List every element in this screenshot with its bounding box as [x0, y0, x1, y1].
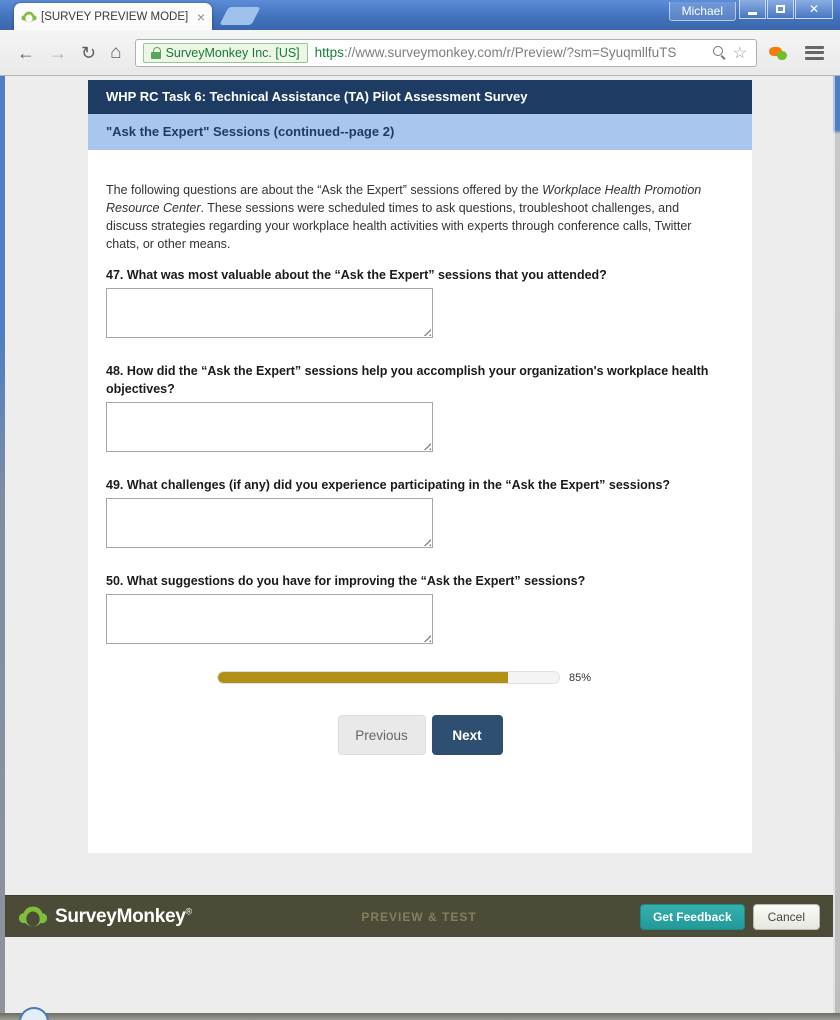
intro-text-italic: Workplace Health Promotion Resource Center — [106, 183, 702, 215]
get-feedback-button[interactable]: Get Feedback — [640, 904, 745, 930]
window-border-right — [833, 76, 840, 1020]
progress-fill — [218, 672, 508, 683]
menu-button[interactable] — [805, 43, 824, 62]
progress-row — [106, 671, 734, 684]
survey-body — [88, 181, 752, 755]
page-viewport — [0, 76, 840, 1020]
titlebar — [0, 0, 840, 30]
close-button[interactable] — [795, 0, 833, 19]
progress-bar — [217, 671, 560, 684]
close-icon: ✕ — [808, 2, 820, 16]
preview-footer — [5, 895, 833, 937]
minimize-button[interactable] — [739, 0, 766, 19]
survey-section-title: "Ask the Expert" Sessions (continued--page 2) — [88, 114, 752, 150]
answer-field-wrap — [106, 288, 433, 338]
tab-close-icon[interactable]: × — [196, 8, 205, 25]
url-text — [315, 45, 707, 60]
surveymonkey-logo[interactable] — [18, 904, 192, 929]
bookmark-star-icon[interactable]: ☆ — [732, 44, 747, 62]
tab-title: [SURVEY PREVIEW MODE] — [41, 10, 189, 23]
question-block — [106, 572, 734, 644]
window-controls — [738, 0, 833, 19]
answer-field-wrap — [106, 402, 433, 452]
brand-name: SurveyMonkey® — [55, 905, 192, 927]
window-border-left — [0, 76, 5, 1020]
forward-button[interactable]: → — [49, 42, 67, 63]
answer-field-wrap — [106, 498, 433, 548]
question-block — [106, 476, 734, 548]
intro-text-pre: The following questions are about the “Ask the Expert” sessions offered by the — [106, 183, 543, 197]
answer-textarea-49[interactable] — [106, 498, 433, 548]
cancel-button[interactable]: Cancel — [753, 904, 820, 930]
maximize-button[interactable] — [767, 0, 794, 19]
home-button[interactable]: ⌂ — [110, 42, 122, 63]
profile-button[interactable]: Michael — [669, 2, 736, 21]
extension-icon[interactable] — [769, 46, 789, 60]
maximize-icon — [776, 5, 785, 13]
intro-text-post: . These sessions were scheduled times to ask questions, troubleshoot challenges, and discuss strategies regarding your workplace health activities with experts through conference calls, Twitter chats, or other means. — [106, 201, 692, 251]
question-48-label: 48. How did the “Ask the Expert” sessions help you accomplish your organization's workplace health objectives? — [106, 364, 709, 396]
survey-card — [88, 80, 752, 853]
footer-actions — [640, 904, 820, 930]
minimize-icon — [748, 12, 757, 15]
browser-tab[interactable] — [14, 3, 212, 30]
question-block — [106, 362, 734, 452]
survey-title: WHP RC Task 6: Technical Assistance (TA) Pilot Assessment Survey — [88, 80, 752, 114]
intro-paragraph — [106, 181, 724, 253]
question-49-label: 49. What challenges (if any) did you experience participating in the “Ask the Expert” sessions? — [106, 478, 671, 492]
question-50-label: 50. What suggestions do you have for improving the “Ask the Expert” sessions? — [106, 574, 586, 588]
question-47-label: 47. What was most valuable about the “Ask the Expert” sessions that you attended? — [106, 268, 607, 282]
registered-mark: ® — [185, 906, 192, 917]
answer-field-wrap — [106, 594, 433, 644]
answer-textarea-47[interactable] — [106, 288, 433, 338]
security-chip-label: SurveyMonkey Inc. [US] — [165, 45, 300, 60]
reload-button[interactable]: ↻ — [81, 42, 97, 63]
browser-toolbar — [0, 30, 840, 76]
url-rest: ://www.surveymonkey.com/r/Preview/?sm=SyuqmllfuTS — [343, 45, 677, 60]
address-bar[interactable] — [135, 39, 757, 67]
surveymonkey-favicon-icon — [21, 10, 37, 24]
answer-textarea-48[interactable] — [106, 402, 433, 452]
next-button[interactable]: Next — [432, 715, 503, 755]
surveymonkey-logo-icon — [18, 904, 48, 929]
preview-and-test-label: PREVIEW & TEST — [361, 909, 477, 924]
previous-button[interactable]: Previous — [338, 715, 426, 755]
question-block — [106, 266, 734, 338]
window-border-bottom — [0, 1013, 840, 1020]
zoom-icon[interactable] — [713, 46, 727, 60]
url-scheme: https — [314, 45, 344, 60]
back-button[interactable]: ← — [17, 42, 35, 63]
answer-textarea-50[interactable] — [106, 594, 433, 644]
progress-percent-label: 85% — [569, 671, 592, 684]
padlock-icon — [151, 47, 161, 59]
new-tab-button[interactable] — [219, 7, 260, 25]
nav-buttons-row — [106, 715, 734, 755]
security-chip[interactable] — [143, 43, 308, 63]
